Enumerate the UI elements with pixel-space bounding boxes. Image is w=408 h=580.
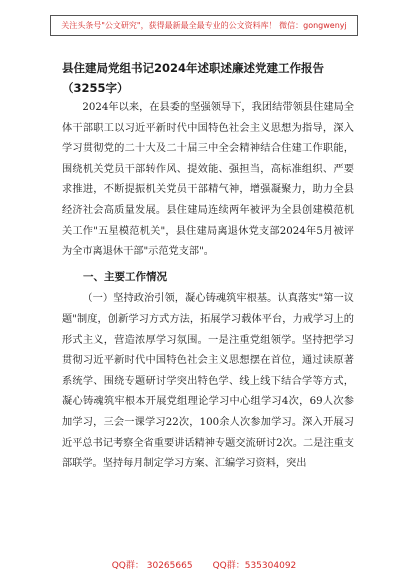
document-body xyxy=(62,98,354,475)
top-banner xyxy=(0,0,408,50)
section-paragraph: （一）坚持政治引领，凝心铸魂筑牢根基。认真落实"第一议题"制度，创新学习方式方法，拓展学习载体平台，力戒学习上的形式主义，营造浓厚学习氛围。一是注重党组领学。坚持把学习贯彻习近平新时代中国特色社会主义思想摆在首位，通过读原著系统学、围绕专题研讨学突出特色学、线上线下结合学等方式，凝心铸魂筑牢根本开展党组理论学习中心组学习4次，69人次参加学习，三会一课学习22次，100余人次参加学习。深入开展习近平总书记考察全省重要讲话精神专题交流研讨2次。二是注重支部联学。坚持每月制定学习方案、汇编学习资料，突出 xyxy=(62,293,354,470)
banner-text: 关注头条号"公文研究"，获得最新最全最专业的公文资料库！ 微信：gongwenyj xyxy=(50,15,358,36)
section-heading: 一、主要工作情况 xyxy=(83,270,167,283)
footer-qq-1: QQ群： 30265665 xyxy=(111,561,193,571)
footer-qq-2: QQ群：535304092 xyxy=(212,561,297,571)
footer xyxy=(0,558,408,571)
document-title: 县住建局党组书记2024年述职述廉述党建工作报告（3255字） xyxy=(62,61,325,95)
intro-paragraph: 2024年以来，在县委的坚强领导下，我团结带领县住建局全体干部职工以习近平新时代中国特色社会主义思想为指导，深入学习贯彻党的二十大及二十届三中全会精神结合住建工作职能，围绕机关党员干部转作风、提效能、强担当，高标准组织、严要求推进，不断提振机关党员干部精气神，增强凝聚力，助力全县经济社会高质量发展。县住建局连续两年被评为全县创建模范机关工作"五星模范机关"，县住建局离退休党支部2024年5月被评为全市离退休干部"示范党支部"。 xyxy=(62,102,354,258)
